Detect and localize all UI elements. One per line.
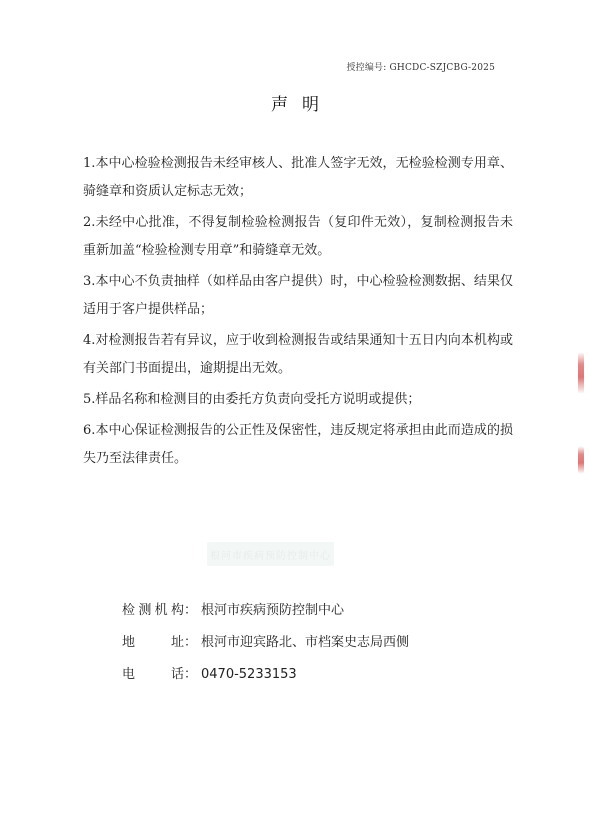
- org-value: 根河市疾病预防控制中心: [201, 603, 345, 618]
- clause-4: 4.对检测报告若有异议，应于收到检测报告或结果通知十五日内向本机构或有关部门书面提出，逾期提出无效。: [83, 333, 513, 376]
- org-row: [122, 600, 409, 632]
- clause-6: 6.本中心保证检测报告的公正性及保密性，违反规定将承担由此而造成的损失乃至法律责任。: [83, 423, 513, 466]
- address-colon: ：: [184, 635, 198, 650]
- address-row: [122, 632, 409, 664]
- address-label: 地 址: [122, 635, 184, 650]
- clause-1: 1.本中心检验检测报告未经审核人、批准人签字无效，无检验检测专用章、骑缝章和资质认定标志无效；: [83, 156, 513, 199]
- seal-edge-mark-bottom: [578, 446, 584, 474]
- authorization-code: 授控编号: GHCDC-SZJCBG-2025: [346, 63, 495, 73]
- phone-value: 0470-5233153: [201, 667, 297, 682]
- page-title: 声明: [271, 95, 333, 115]
- phone-label: 电 话: [122, 667, 184, 682]
- org-colon: ：: [184, 603, 198, 618]
- clause-2: 2.未经中心批准，不得复制检验检测报告（复印件无效），复制检测报告未重新加盖“检验检测专用章”和骑缝章无效。: [83, 215, 513, 258]
- faint-stamp: 根河市疾病预防控制中心: [207, 542, 334, 566]
- contact-info: [122, 600, 409, 696]
- seal-edge-mark-top: [578, 352, 584, 394]
- phone-row: [122, 664, 409, 696]
- declaration-clauses: [83, 150, 513, 476]
- clause-5: 5.样品名称和检测目的由委托方负责向受托方说明或提供；: [83, 392, 421, 407]
- org-label: 检测机构: [122, 603, 184, 618]
- address-value: 根河市迎宾路北、市档案史志局西侧: [201, 635, 410, 650]
- clause-3: 3.本中心不负责抽样（如样品由客户提供）时，中心检验检测数据、结果仅适用于客户提供样品；: [83, 274, 513, 317]
- phone-colon: ：: [184, 667, 198, 682]
